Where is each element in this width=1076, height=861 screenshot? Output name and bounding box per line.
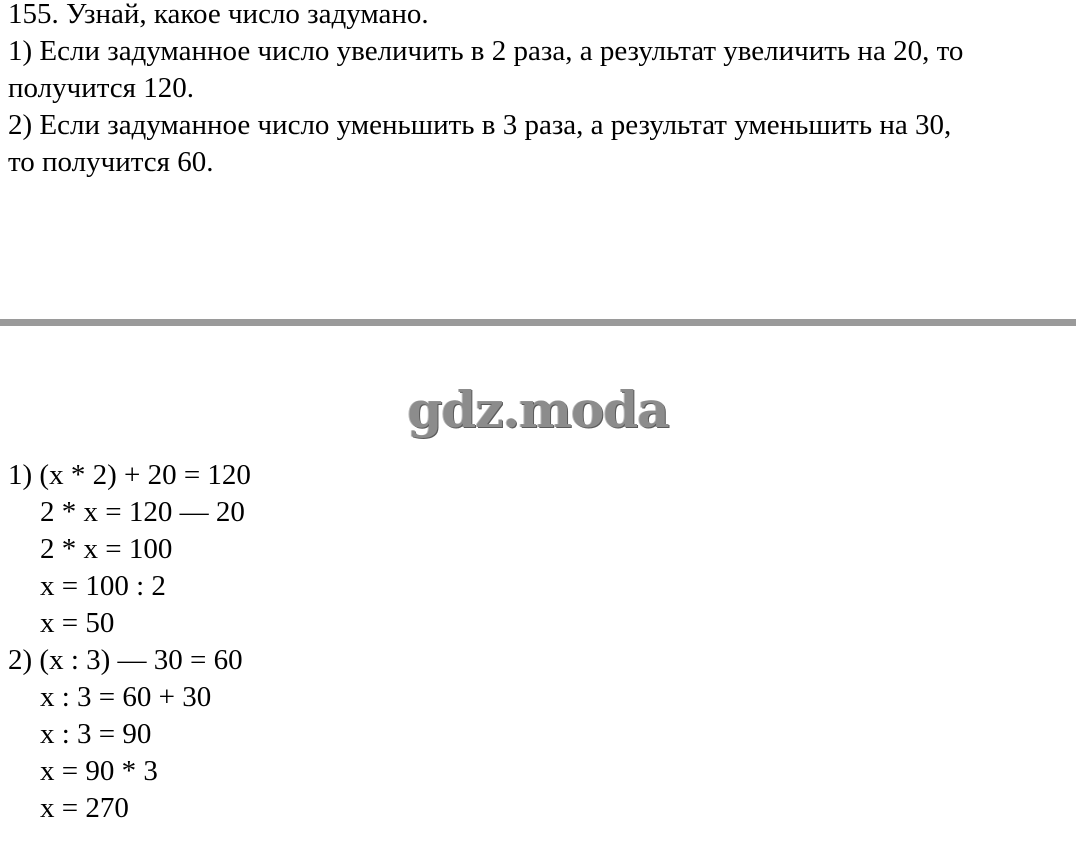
solution-part1-step: 2 * x = 100 xyxy=(40,533,173,565)
solution-part2-step: x = 90 * 3 xyxy=(40,755,158,787)
task-line-4: то получится 60. xyxy=(8,146,214,178)
watermark-logo: gdz.moda xyxy=(407,380,669,439)
solution-part2-step: x : 3 = 60 + 30 xyxy=(40,681,212,713)
task-line-2: получится 120. xyxy=(8,72,194,104)
solution-part1-step: x = 50 xyxy=(40,607,115,639)
task-title: 155. Узнай, какое число задумано. xyxy=(8,0,429,30)
task-line-1: 1) Если задуманное число увеличить в 2 раза, а результат увеличить на 20, то xyxy=(8,35,964,67)
solution xyxy=(8,457,251,827)
solution-part1-step: x = 100 : 2 xyxy=(40,570,166,602)
task-line-3: 2) Если задуманное число уменьшить в 3 раза, а результат уменьшить на 30, xyxy=(8,109,952,141)
solution-part1-header: 1) (x * 2) + 20 = 120 xyxy=(8,459,251,491)
solution-part2-step: x = 270 xyxy=(40,792,129,824)
solution-part1-step: 2 * x = 120 — 20 xyxy=(40,496,245,528)
task-statement xyxy=(8,0,1074,181)
solution-part2-step: x : 3 = 90 xyxy=(40,718,152,750)
section-divider xyxy=(0,319,1076,326)
solution-part2-header: 2) (x : 3) — 30 = 60 xyxy=(8,644,243,676)
